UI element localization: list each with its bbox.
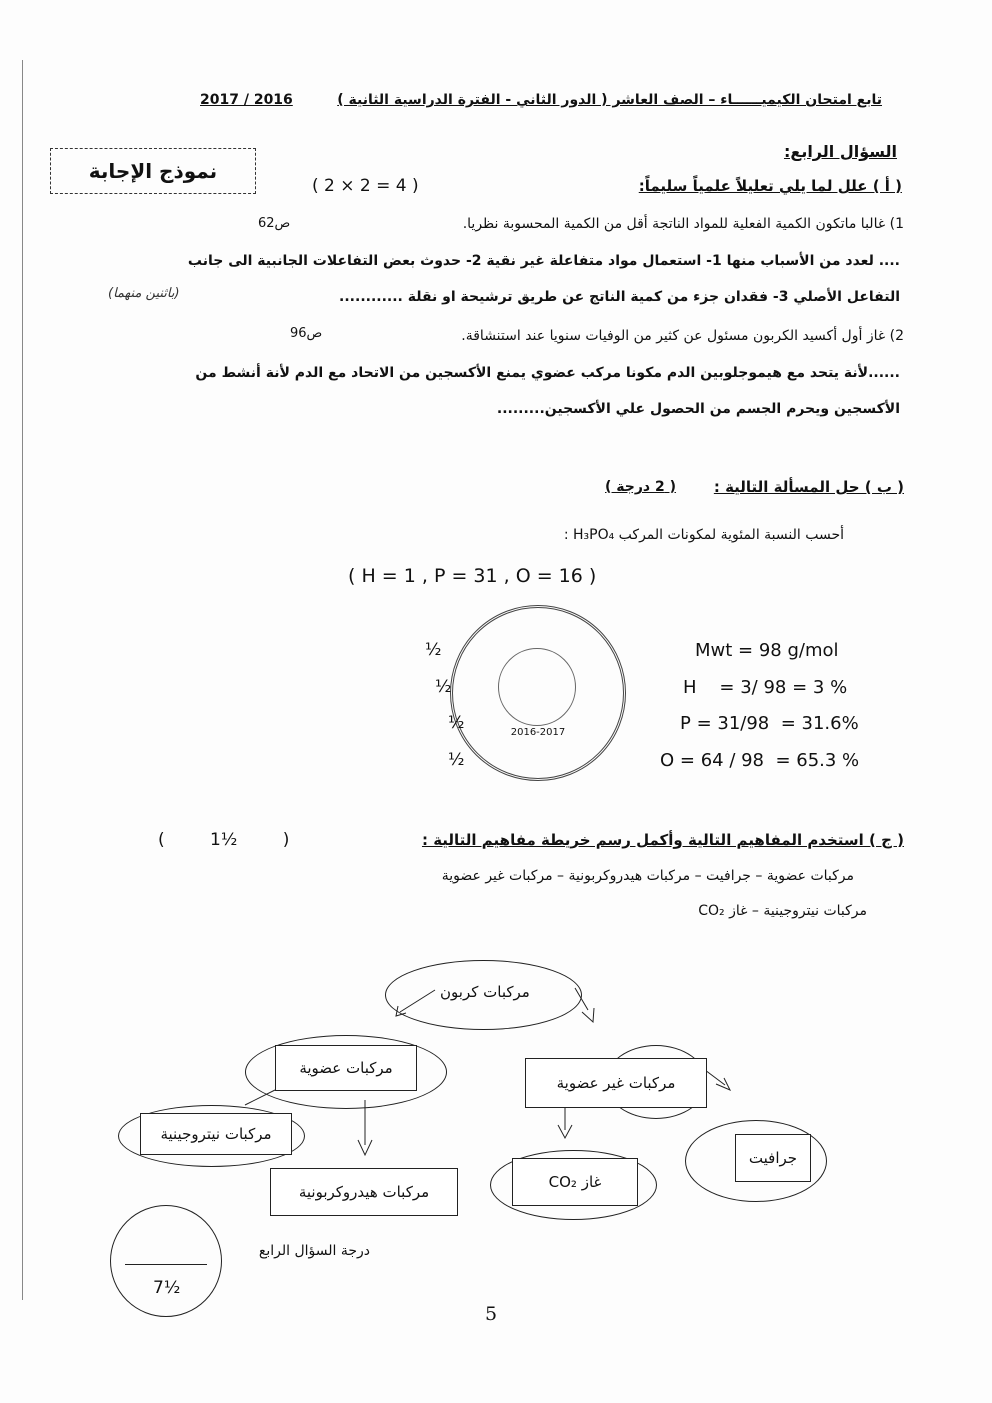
answer-model-box xyxy=(50,148,256,194)
problem-prompt: أحسب النسبة المئوية لمكونات المركب H₃PO₄ : xyxy=(563,527,844,543)
stamp-emblem xyxy=(498,648,576,726)
row-value: P = 31/98 = 31.6% xyxy=(680,713,859,734)
concepts-line1: مركبات عضوية – جرافيت – مركبات هيدروكربونية – مركبات غير عضوية xyxy=(441,868,854,884)
question-title: السؤال الرابع: xyxy=(783,142,897,161)
question-1: 1) غالبا ماتكون الكمية الفعلية للمواد الناتجة أقل من الكمية المحسوبة نظريا. xyxy=(462,216,904,232)
question-2: 2) غاز أول أكسيد الكربون مسئول عن كثير من الوفيات سنويا عند استنشاقة. xyxy=(461,328,904,344)
part-b-marks: ( 2 درجة ) xyxy=(605,479,677,495)
row-value: O = 64 / 98 = 65.3 % xyxy=(660,750,860,771)
page-number: 5 xyxy=(485,1303,498,1325)
answer-1-line2: التفاعل الأصلي 3- فقدان جزء من كمية الناتج عن طريق ترشيحة او نقلة ............ xyxy=(339,289,900,305)
handwritten-note: (باثنين منهما) xyxy=(108,286,180,301)
root-node: مركبات كربون xyxy=(440,983,530,1001)
question-2-ref: ص96 xyxy=(290,326,323,341)
row-mark: ½ xyxy=(448,750,465,770)
question-1-ref: ص62 xyxy=(258,216,291,231)
nitrogen-node: مركبات نيتروجينية xyxy=(140,1113,292,1155)
answer-1-line1: .... لعدد من الأسباب منها 1- استعمال مواد متفاعلة غير نقية 2- حدوث بعض التفاعلات الجانبية الى جانب xyxy=(187,253,900,269)
organic-node: مركبات عضوية xyxy=(275,1045,417,1091)
answer-2-line2: الأكسجين ويحرم الجسم من الحصول علي الأكسجين......... xyxy=(496,401,900,417)
row-mark: ½ xyxy=(425,640,442,660)
score-value: 7½ xyxy=(153,1278,181,1298)
part-b-title: ( ب ) حل المسألة التالية : xyxy=(713,478,904,496)
row-mark: ½ xyxy=(435,677,452,697)
hydrocarbon-node: مركبات هيدروكربونية xyxy=(270,1168,458,1216)
given-masses: ( H = 1 , P = 31 , O = 16 ) xyxy=(348,565,597,587)
concepts-line2: مركبات نيتروجينية – غاز CO₂ xyxy=(698,903,867,919)
row-mark: ½ xyxy=(448,713,465,733)
row-value: Mwt = 98 g/mol xyxy=(695,640,839,661)
part-a-marks: ( 2 × 2 = 4 ) xyxy=(312,176,419,196)
answer-2-line1: ......لأنة يتحد مع هيموجلوبين الدم مكونا مركب عضوي يمنع الأكسجين من الاتحاد مع الدم لأنة أنشط من xyxy=(195,365,900,381)
row-value: H = 3/ 98 = 3 % xyxy=(683,677,848,698)
co2-node: غاز CO₂ xyxy=(512,1158,638,1206)
part-c-title: ( ج ) استخدم المفاهيم التالية وأكمل رسم خريطة مفاهيم التالية : xyxy=(421,831,904,849)
score-divider xyxy=(125,1264,207,1265)
score-label: درجة السؤال الرابع xyxy=(258,1243,370,1259)
exam-year: 2017 / 2016 xyxy=(200,92,293,108)
graphite-node: جرافيت xyxy=(735,1134,811,1182)
part-a-title: ( أ ) علل لما يلي تعليلاً علمياً سليماً: xyxy=(638,177,902,195)
official-stamp xyxy=(450,605,626,781)
answer-model-label: نموذج الإجابة xyxy=(88,159,218,183)
score-circle xyxy=(110,1205,222,1317)
stamp-year: 2016-2017 xyxy=(510,727,566,738)
part-c-marks: ( 1½ ) xyxy=(158,830,290,850)
inorganic-node: مركبات غير عضوية xyxy=(525,1058,707,1108)
exam-header: تابع امتحان الكيميــــــاء – الصف العاشر ( الدور الثاني - الفترة الدراسية الثانية ) xyxy=(337,92,882,108)
